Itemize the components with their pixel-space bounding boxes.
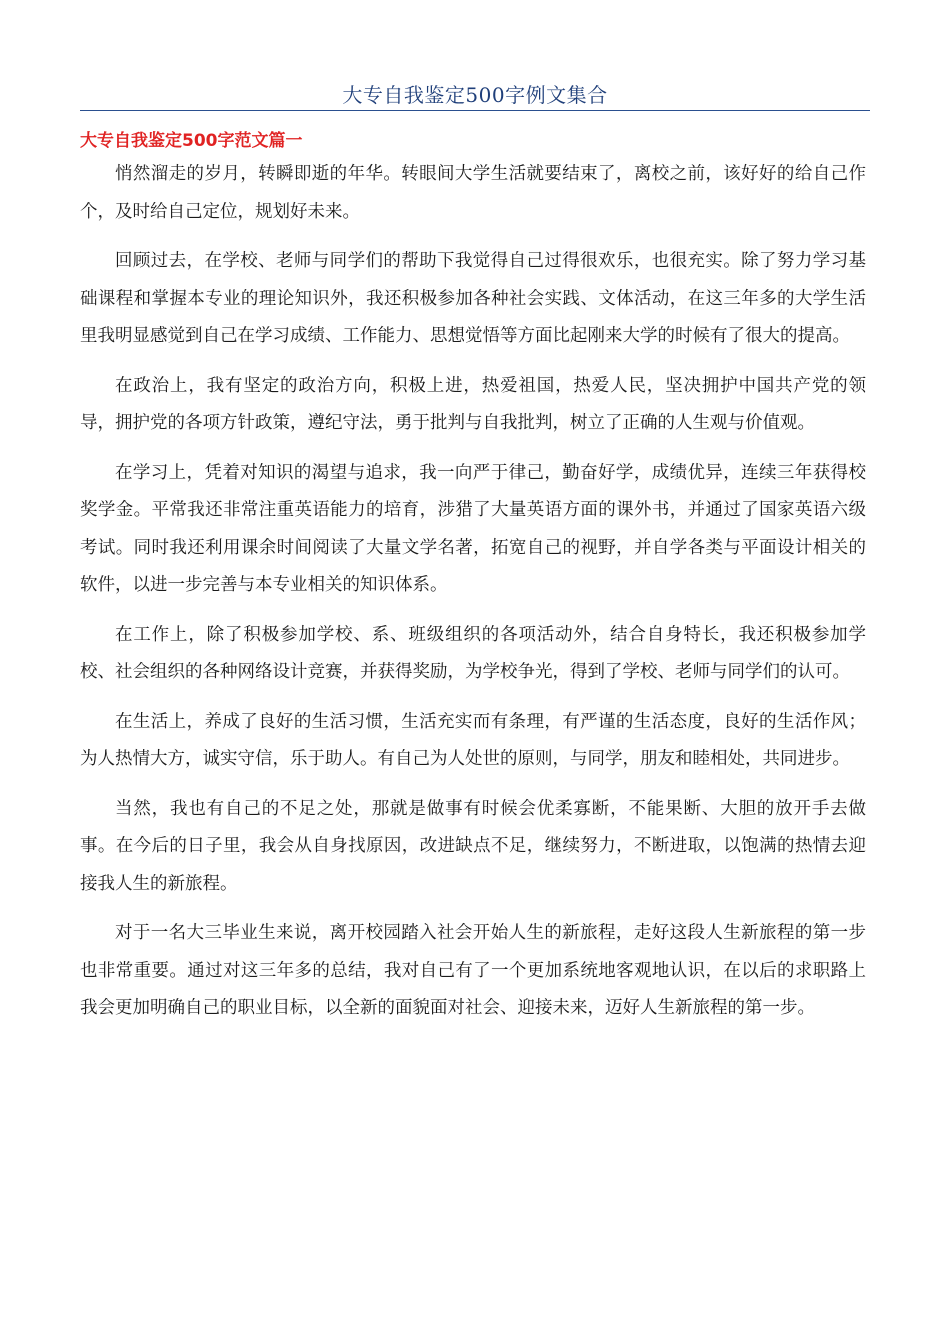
paragraph: 回顾过去，在学校、老师与同学们的帮助下我觉得自己过得很欢乐，也很充实。除了努力学习基础课程和掌握本专业的理论知识外，我还积极参加各种社会实践、文体活动，在这三年多的大学生活里我明显感觉到自己在学习成绩、工作能力、思想觉悟等方面比起刚来大学的时候有了很大的提高。: [80, 251, 866, 346]
document-title: 大专自我鉴定500字例文集合: [342, 83, 608, 107]
title-divider: [80, 110, 870, 111]
paragraph: 当然，我也有自己的不足之处，那就是做事有时候会优柔寡断，不能果断、大胆的放开手去做事。在今后的日子里，我会从自身找原因，改进缺点不足，继续努力，不断进取，以饱满的热情去迎接我人生的新旅程。: [80, 798, 866, 894]
paragraph: 对于一名大三毕业生来说，离开校园踏入社会开始人生的新旅程，走好这段人生新旅程的第一步也非常重要。通过对这三年多的总结，我对自己有了一个更加系统地客观地认识，在以后的求职路上我会更加明确自己的职业目标，以全新的面貌面对社会、迎接未来，迈好人生新旅程的第一步。: [80, 923, 866, 1018]
paragraph: 在学习上，凭着对知识的渴望与追求，我一向严于律己，勤奋好学，成绩优异，连续三年获得校奖学金。平常我还非常注重英语能力的培育，涉猎了大量英语方面的课外书，并通过了国家英语六级考试。同时我还利用课余时间阅读了大量文学名著，拓宽自己的视野，并自学各类与平面设计相关的软件，以进一步完善与本专业相关的知识体系。: [80, 462, 866, 595]
paragraph: 在生活上，养成了良好的生活习惯，生活充实而有条理，有严谨的生活态度，良好的生活作风；为人热情大方，诚实守信，乐于助人。有自己为人处世的原则，与同学，朋友和睦相处，共同进步。: [80, 711, 866, 769]
paragraph: 在政治上，我有坚定的政治方向，积极上进，热爱祖国，热爱人民，坚决拥护中国共产党的领导，拥护党的各项方针政策，遵纪守法，勇于批判与自我批判，树立了正确的人生观与价值观。: [80, 375, 866, 433]
paragraph: 悄然溜走的岁月，转瞬即逝的年华。转眼间大学生活就要结束了，离校之前，该好好的给自己作个，及时给自己定位，规划好未来。: [80, 164, 866, 222]
section-heading: 大专自我鉴定500字范文篇一: [80, 131, 303, 151]
paragraph: 在工作上，除了积极参加学校、系、班级组织的各项活动外，结合自身特长，我还积极参加学校、社会组织的各种网络设计竞赛，并获得奖励，为学校争光，得到了学校、老师与同学们的认可。: [80, 624, 866, 682]
document-body: [80, 156, 866, 1040]
